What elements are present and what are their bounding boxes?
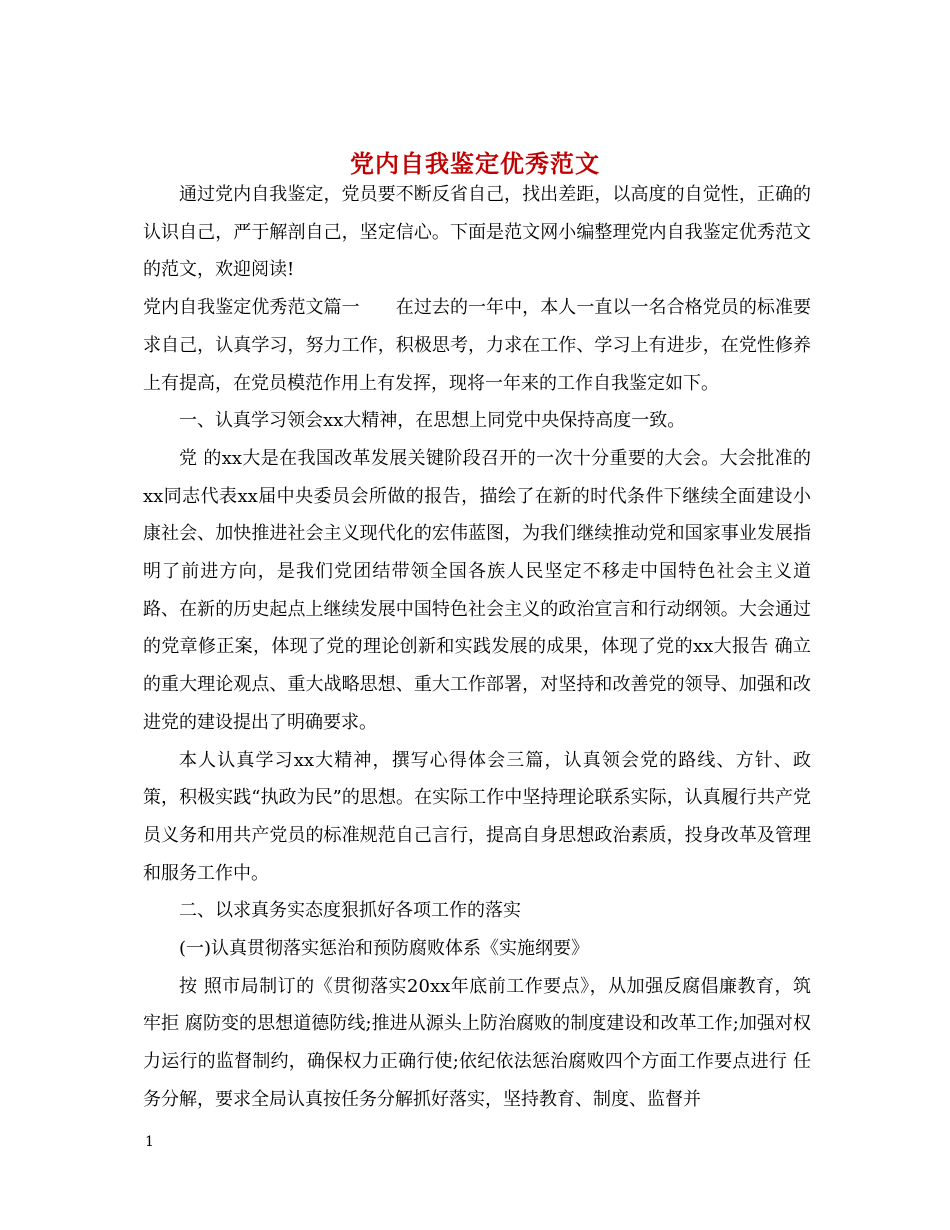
heading-work-implementation: 二、以求真务实态度狠抓好各项工作的落实 [179, 900, 521, 922]
work-points-paragraph: 按 照市局制订的《贯彻落实20xx年底前工作要点》，从加强反腐倡廉教育，筑牢拒 腐防变的思想道德防线;推进从源头上防治腐败的制度建设和改革工作;加强对权力运行的监督制约，确保权力正确行使;依纪依法惩治腐败四个方面工作要点进行 任务分解，要求全局认真按任务分解抓好落实，坚持教育、制度、监督并 [143, 975, 811, 1110]
intro-paragraph: 通过党内自我鉴定，党员要不断反省自己，找出差距，以高度的自觉性，正确的认识自己，严于解剖自己，坚定信心。下面是范文网小编整理党内自我鉴定优秀范文的范文，欢迎阅读! [143, 184, 811, 281]
document-body [143, 176, 811, 1119]
section-one-paragraph: 党内自我鉴定优秀范文篇一 在过去的一年中，本人一直以一名合格党员的标准要求自己，认真学习，努力工作，积极思考，力求在工作、学习上有进步，在党性修养上有提高，在党员模范作用上有发挥，现将一年来的工作自我鉴定如下。 [143, 297, 811, 394]
personal-study-paragraph: 本人认真学习xx大精神，撰写心得体会三篇，认真领会党的路线、方针、政策，积极实践“执政为民”的思想。在实际工作中坚持理论联系实际，认真履行共产党员义务和用共产党员的标准规范自己言行，提高自身思想政治素质，投身改革及管理和服务工作中。 [143, 749, 811, 884]
document-title: 党内自我鉴定优秀范文 [350, 149, 600, 179]
subheading-anti-corruption: (一)认真贯彻落实惩治和预防腐败体系《实施纲要》 [179, 938, 590, 960]
page-number: 1 [145, 1134, 154, 1150]
heading-study-spirit: 一、认真学习领会xx大精神，在思想上同党中央保持高度一致。 [179, 410, 686, 432]
congress-paragraph: 党 的xx大是在我国改革发展关键阶段召开的一次十分重要的大会。大会批准的xx同志代表xx届中央委员会所做的报告，描绘了在新的时代条件下继续全面建设小 康社会、加快推进社会主义现代化的宏伟蓝图，为我们继续推动党和国家事业发展指明了前进方向，是我们党团结带领全国各族人民坚定不移走中国特色社会主义道 路、在新的历史起点上继续发展中国特色社会主义的政治宣言和行动纲领。大会通过的党章修正案，体现了党的理论创新和实践发展的成果，体现了党的xx大报告 确立的重大理论观点、重大战略思想、重大工作部署，对坚持和改善党的领导、加强和改进党的建设提出了明确要求。 [143, 447, 811, 733]
